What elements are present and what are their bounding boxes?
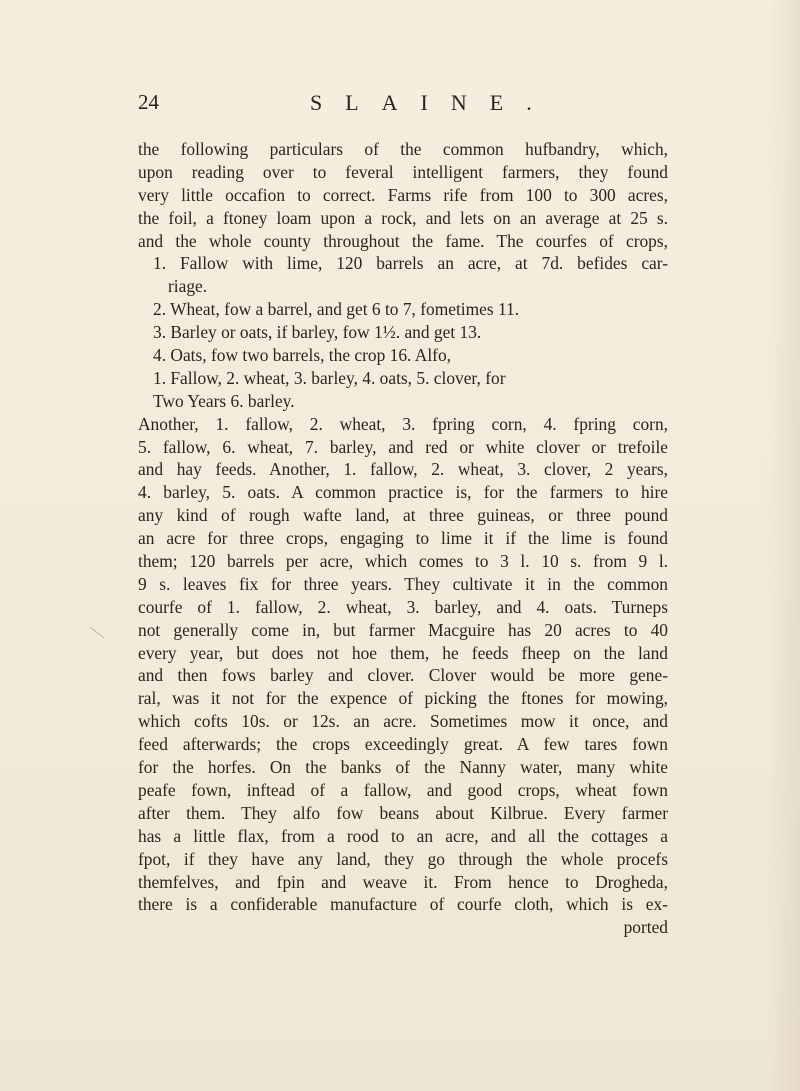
text-line: there is a confiderable manufacture of courfe cloth, which is ex- xyxy=(138,894,668,915)
text-line: has a little flax, from a rood to an acre, and all the cottages a xyxy=(138,825,668,846)
text-line: ral, was it not for the expence of picking the ftones for mowing, xyxy=(138,688,668,709)
text-line: every year, but does not hoe them, he feeds fheep on the land xyxy=(138,642,668,663)
text-line: peafe fown, inftead of a fallow, and good crops, wheat fown xyxy=(138,779,668,800)
page-header xyxy=(138,90,658,120)
text-line: any kind of rough wafte land, at three guineas, or three pound xyxy=(138,505,668,526)
text-line: riage. xyxy=(168,276,208,297)
text-line: for the horfes. On the banks of the Nanny water, many white xyxy=(138,757,668,778)
text-line: an acre for three crops, engaging to lime it if the lime is found xyxy=(138,528,668,549)
text-line: and hay feeds. Another, 1. fallow, 2. wheat, 3. clover, 2 years, xyxy=(138,459,668,480)
text-line: themfelves, and fpin and weave it. From hence to Drogheda, xyxy=(138,871,668,892)
text-line: the following particulars of the common hufbandry, which, xyxy=(138,139,668,159)
text-line: very little occafion to correct. Farms rife from 100 to 300 acres, xyxy=(138,184,668,205)
text-line: Another, 1. fallow, 2. wheat, 3. fpring corn, 4. fpring corn, xyxy=(138,413,668,434)
running-head: SLAINE. xyxy=(310,90,555,115)
paper-blemish xyxy=(90,627,105,639)
text-line: not generally come in, but farmer Macguire has 20 acres to 40 xyxy=(138,619,668,640)
text-line: 1. Fallow with lime, 120 barrels an acre, at 7d. befides car- xyxy=(153,253,668,274)
text-line: 1. Fallow, 2. wheat, 3. barley, 4. oats, 5. clover, for xyxy=(153,367,506,388)
text-line: which cofts 10s. or 12s. an acre. Sometimes mow it once, and xyxy=(138,711,668,732)
text-line: Two Years 6. barley. xyxy=(153,390,295,411)
text-line: and then fows barley and clover. Clover would be more gene- xyxy=(138,665,668,686)
text-line: 3. Barley or oats, if barley, fow 1½. and get 13. xyxy=(153,322,482,343)
catchword: ported xyxy=(623,917,668,938)
text-line: courfe of 1. fallow, 2. wheat, 3. barley, and 4. oats. Turneps xyxy=(138,596,668,617)
text-line: 4. barley, 5. oats. A common practice is, for the farmers to hire xyxy=(138,482,668,503)
text-line: 5. fallow, 6. wheat, 7. barley, and red or white clover or trefoile xyxy=(138,436,668,457)
text-line: the foil, a ftoney loam upon a rock, and lets on an average at 25 s. xyxy=(138,207,668,228)
text-line: and the whole county throughout the fame. The courfes of crops, xyxy=(138,230,668,251)
text-line: after them. They alfo fow beans about Kilbrue. Every farmer xyxy=(138,802,668,823)
text-line: 4. Oats, fow two barrels, the crop 16. Alfo, xyxy=(153,345,451,366)
text-line: 2. Wheat, fow a barrel, and get 6 to 7, fometimes 11. xyxy=(153,299,520,320)
text-line: feed afterwards; the crops exceedingly great. A few tares fown xyxy=(138,734,668,755)
text-line: upon reading over to feveral intelligent farmers, they found xyxy=(138,161,668,182)
text-line: them; 120 barrels per acre, which comes to 3 l. 10 s. from 9 l. xyxy=(138,551,668,572)
text-line: fpot, if they have any land, they go through the whole procefs xyxy=(138,848,668,869)
body-text xyxy=(138,138,668,939)
page-edge-shadow xyxy=(766,0,800,1091)
page-number: 24 xyxy=(138,90,159,114)
text-line: 9 s. leaves fix for three years. They cultivate it in the common xyxy=(138,573,668,594)
